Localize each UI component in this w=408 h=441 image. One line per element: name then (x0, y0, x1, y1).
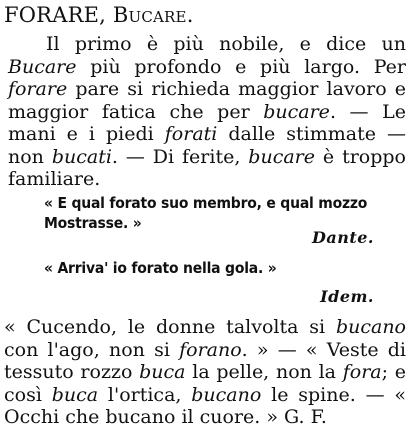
quotation-idem (44, 258, 384, 278)
para1-term-bucare: Bucare (8, 55, 77, 78)
para1-term-bucare-3: bucare (248, 145, 315, 168)
para1-term-forati: forati (164, 123, 218, 145)
para2-term-bucano-2: bucano (191, 383, 262, 406)
para2-text-5: ; e così (4, 361, 406, 406)
para1-term-bucati: bucati (51, 145, 112, 168)
para1-term-forare: forare (8, 78, 68, 100)
para1-text-4: . — Le mani e i piedi (8, 100, 406, 145)
entry-heading (4, 2, 194, 28)
para2-term-forano: forano (179, 338, 242, 361)
definition-paragraph (8, 33, 406, 191)
para1-text-3: pare si richieda maggior lavoro e maggior fatica che per (8, 78, 406, 123)
para1-text-5: dalle stimmate — non (8, 123, 406, 168)
quote1-line2: Mostrasse. » (44, 214, 142, 232)
para2-text-1: « Cucendo, le donne talvolta si (4, 316, 336, 338)
para1-text-7: è troppo familiare. (8, 145, 406, 190)
para2-text-3: . » — « Veste di tessuto rozzo (4, 338, 407, 383)
para2-text-6: l'ortica, (98, 383, 192, 406)
para2-term-buca-2: buca (51, 383, 99, 406)
para1-term-bucare-2: bucare (263, 100, 330, 123)
examples-paragraph (4, 316, 406, 429)
heading-word-bucare: Bucare. (112, 3, 194, 27)
para2-term-fora: fora (342, 361, 382, 383)
heading-word-forare: FORARE, (4, 3, 106, 27)
quote2-attribution: Idem. (320, 287, 374, 306)
para2-term-buca: buca (139, 361, 186, 383)
quotation-dante (44, 193, 384, 233)
quote1-attribution: Dante. (311, 228, 374, 247)
quote2-line1: « Arriva' io forato nella gola. » (44, 259, 277, 277)
para2-text-7: le spine. — « Occhi che bucano il cuore. » G. F. (4, 383, 406, 428)
para1-text-2: più profondo e più largo. Per (76, 55, 406, 78)
para1-text-1: Il primo è più nobile, e dice un (46, 33, 406, 55)
para1-text-6: . — Di ferite, (111, 145, 249, 168)
para2-text-4: la pelle, non la (185, 361, 343, 383)
para2-term-bucano: bucano (335, 316, 406, 338)
para2-text-2: con l'ago, non si (4, 338, 180, 361)
quote1-line1: « E qual forato suo membro, e qual mozzo (44, 194, 368, 212)
